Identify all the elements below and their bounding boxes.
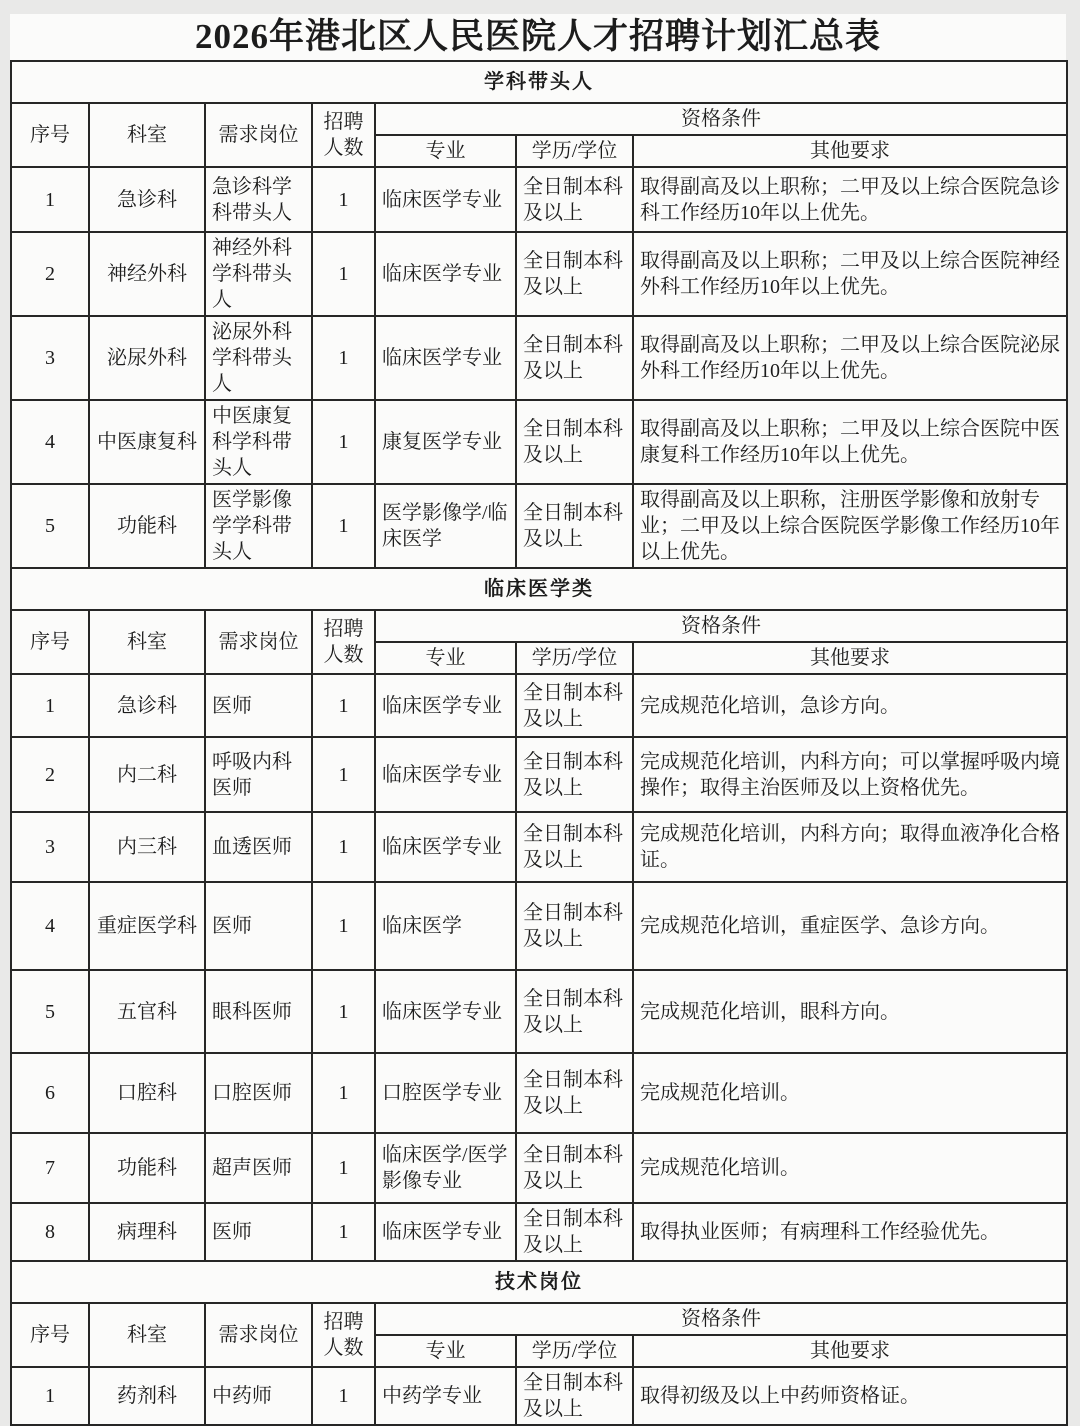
cell-seq: 7 [11,1133,89,1203]
cell-seq: 5 [11,970,89,1053]
col-header-degree: 学历/学位 [516,642,633,674]
section-title: 临床医学类 [11,568,1067,610]
cell-degree: 全日制本科及以上 [516,1203,633,1261]
cell-dept: 急诊科 [89,167,205,232]
cell-position: 眼科医师 [205,970,312,1053]
cell-count: 1 [312,1133,375,1203]
page-title: 2026年港北区人民医院人才招聘计划汇总表 [194,17,881,56]
cell-other: 完成规范化培训，内科方向；取得血液净化合格证。 [633,812,1067,882]
cell-degree: 全日制本科及以上 [516,400,633,484]
cell-position: 中医康复科学科带头人 [205,400,312,484]
cell-position: 医师 [205,674,312,737]
col-header-dept: 科室 [89,610,205,674]
section-title: 技术岗位 [11,1261,1067,1303]
cell-seq: 3 [11,812,89,882]
cell-position: 超声医师 [205,1133,312,1203]
table-row [11,812,1067,882]
cell-degree: 全日制本科及以上 [516,882,633,970]
col-header-major: 专业 [375,1335,516,1367]
cell-seq: 2 [11,737,89,812]
cell-other: 完成规范化培训，重症医学、急诊方向。 [633,882,1067,970]
table-row [11,674,1067,737]
cell-major: 医学影像学/临床医学 [375,484,516,568]
cell-other: 完成规范化培训，内科方向；可以掌握呼吸内境操作；取得主治医师及以上资格优先。 [633,737,1067,812]
col-header-qualification: 资格条件 [375,103,1067,135]
col-header-seq: 序号 [11,1303,89,1367]
section-title: 学科带头人 [11,61,1067,103]
cell-dept: 内三科 [89,812,205,882]
cell-degree: 全日制本科及以上 [516,167,633,232]
table-row [11,1203,1067,1261]
cell-dept: 病理科 [89,1203,205,1261]
cell-major: 临床医学专业 [375,232,516,316]
cell-count: 1 [312,484,375,568]
cell-position: 呼吸内科医师 [205,737,312,812]
cell-major: 临床医学专业 [375,167,516,232]
cell-dept: 五官科 [89,970,205,1053]
col-header-major: 专业 [375,135,516,167]
col-header-degree: 学历/学位 [516,1335,633,1367]
cell-count: 1 [312,316,375,400]
cell-degree: 全日制本科及以上 [516,232,633,316]
recruitment-table [10,60,1068,1426]
col-header-count: 招聘人数 [312,1303,375,1367]
cell-degree: 全日制本科及以上 [516,316,633,400]
cell-dept: 功能科 [89,484,205,568]
cell-position: 医师 [205,1203,312,1261]
cell-position: 血透医师 [205,812,312,882]
cell-seq: 4 [11,400,89,484]
cell-position: 急诊科学科带头人 [205,167,312,232]
cell-other: 取得副高及以上职称；二甲及以上综合医院中医康复科工作经历10年以上优先。 [633,400,1067,484]
col-header-position: 需求岗位 [205,610,312,674]
col-header-dept: 科室 [89,103,205,167]
cell-seq: 6 [11,1053,89,1133]
cell-major: 临床医学专业 [375,1203,516,1261]
cell-dept: 神经外科 [89,232,205,316]
cell-seq: 8 [11,1203,89,1261]
col-header-other: 其他要求 [633,642,1067,674]
cell-count: 1 [312,1367,375,1425]
cell-degree: 全日制本科及以上 [516,812,633,882]
cell-position: 神经外科学科带头人 [205,232,312,316]
col-header-seq: 序号 [11,103,89,167]
col-header-position: 需求岗位 [205,103,312,167]
cell-position: 泌尿外科学科带头人 [205,316,312,400]
cell-count: 1 [312,812,375,882]
cell-degree: 全日制本科及以上 [516,970,633,1053]
cell-degree: 全日制本科及以上 [516,1133,633,1203]
cell-other: 取得副高及以上职称；二甲及以上综合医院泌尿外科工作经历10年以上优先。 [633,316,1067,400]
table-row [11,167,1067,232]
cell-count: 1 [312,167,375,232]
cell-seq: 3 [11,316,89,400]
cell-degree: 全日制本科及以上 [516,674,633,737]
cell-major: 临床医学专业 [375,812,516,882]
cell-seq: 2 [11,232,89,316]
cell-other: 完成规范化培训，眼科方向。 [633,970,1067,1053]
cell-major: 临床医学 [375,882,516,970]
cell-major: 临床医学/医学影像专业 [375,1133,516,1203]
col-header-qualification: 资格条件 [375,610,1067,642]
table-row [11,1053,1067,1133]
cell-other: 完成规范化培训。 [633,1133,1067,1203]
cell-position: 中药师 [205,1367,312,1425]
cell-count: 1 [312,232,375,316]
table-row [11,484,1067,568]
cell-dept: 泌尿外科 [89,316,205,400]
cell-count: 1 [312,970,375,1053]
cell-degree: 全日制本科及以上 [516,1367,633,1425]
col-header-position: 需求岗位 [205,1303,312,1367]
col-header-dept: 科室 [89,1303,205,1367]
cell-count: 1 [312,674,375,737]
col-header-count: 招聘人数 [312,103,375,167]
table-row [11,232,1067,316]
cell-count: 1 [312,1053,375,1133]
cell-seq: 1 [11,167,89,232]
table-row [11,1367,1067,1425]
cell-degree: 全日制本科及以上 [516,737,633,812]
table-row [11,737,1067,812]
cell-major: 口腔医学专业 [375,1053,516,1133]
col-header-other: 其他要求 [633,1335,1067,1367]
cell-major: 临床医学专业 [375,970,516,1053]
cell-dept: 药剂科 [89,1367,205,1425]
cell-count: 1 [312,737,375,812]
cell-degree: 全日制本科及以上 [516,1053,633,1133]
col-header-qualification: 资格条件 [375,1303,1067,1335]
cell-other: 取得副高及以上职称；二甲及以上综合医院神经外科工作经历10年以上优先。 [633,232,1067,316]
cell-other: 取得副高及以上职称，注册医学影像和放射专业；二甲及以上综合医院医学影像工作经历10年以上优先。 [633,484,1067,568]
table-row [11,882,1067,970]
cell-degree: 全日制本科及以上 [516,484,633,568]
col-header-degree: 学历/学位 [516,135,633,167]
cell-dept: 功能科 [89,1133,205,1203]
cell-major: 临床医学专业 [375,674,516,737]
cell-major: 临床医学专业 [375,316,516,400]
cell-dept: 内二科 [89,737,205,812]
cell-major: 临床医学专业 [375,737,516,812]
cell-seq: 1 [11,674,89,737]
col-header-other: 其他要求 [633,135,1067,167]
document-sheet [10,14,1066,1426]
cell-dept: 重症医学科 [89,882,205,970]
cell-count: 1 [312,400,375,484]
col-header-count: 招聘人数 [312,610,375,674]
cell-major: 中药学专业 [375,1367,516,1425]
cell-seq: 1 [11,1367,89,1425]
cell-position: 口腔医师 [205,1053,312,1133]
col-header-seq: 序号 [11,610,89,674]
cell-dept: 口腔科 [89,1053,205,1133]
cell-other: 取得初级及以上中药师资格证。 [633,1367,1067,1425]
table-row [11,316,1067,400]
cell-seq: 4 [11,882,89,970]
cell-other: 完成规范化培训。 [633,1053,1067,1133]
col-header-major: 专业 [375,642,516,674]
cell-position: 医学影像学学科带头人 [205,484,312,568]
cell-other: 取得执业医师；有病理科工作经验优先。 [633,1203,1067,1261]
cell-count: 1 [312,1203,375,1261]
cell-seq: 5 [11,484,89,568]
table-row [11,1133,1067,1203]
cell-other: 取得副高及以上职称；二甲及以上综合医院急诊科工作经历10年以上优先。 [633,167,1067,232]
cell-dept: 中医康复科 [89,400,205,484]
table-row [11,970,1067,1053]
cell-major: 康复医学专业 [375,400,516,484]
table-row [11,400,1067,484]
cell-position: 医师 [205,882,312,970]
cell-count: 1 [312,882,375,970]
cell-dept: 急诊科 [89,674,205,737]
cell-other: 完成规范化培训，急诊方向。 [633,674,1067,737]
